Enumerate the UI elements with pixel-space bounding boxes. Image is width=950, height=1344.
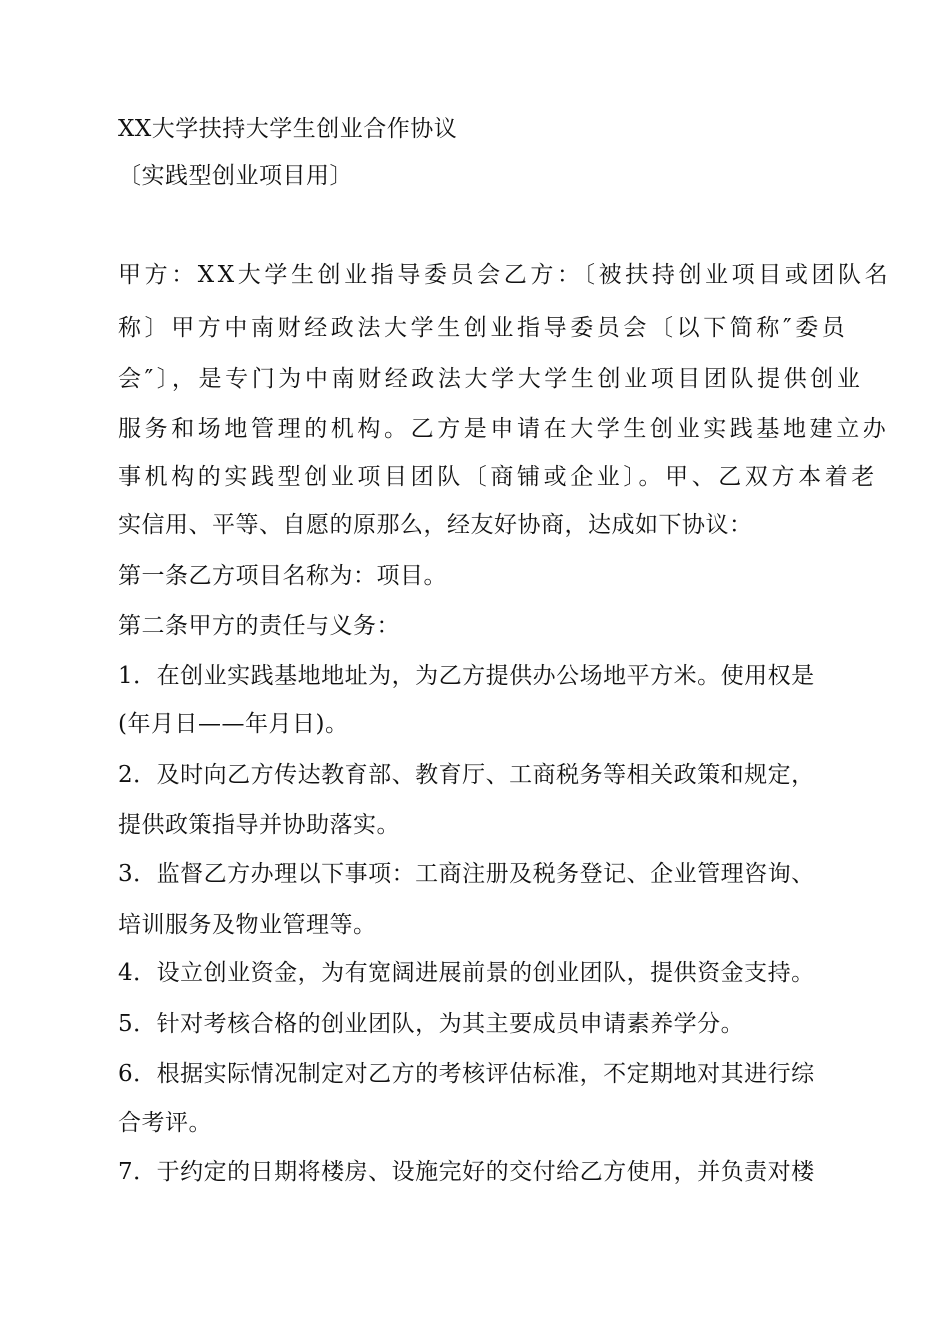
item-2-line-1: 2．及时向乙方传达教育部、教育厅、工商税务等相关政策和规定， (118, 762, 815, 788)
intro-line-3: 会″〕，是专门为中南财经政法大学大学生创业项目团队提供创业 (118, 366, 864, 392)
document-title: XX大学扶持大学生创业合作协议 (118, 116, 458, 142)
intro-line-2: 称〕甲方中南财经政法大学生创业指导委员会〔以下简称″委员 (118, 315, 849, 341)
document-subtitle: 〔实践型创业项目用〕 (118, 163, 353, 189)
item-5: 5．针对考核合格的创业团队，为其主要成员申请素养学分。 (118, 1011, 745, 1037)
item-6-line-1: 6．根据实际情况制定对乙方的考核评估标准，不定期地对其进行综 (118, 1061, 815, 1087)
item-1-line-2: (年月日——年月日)。 (118, 711, 349, 737)
item-1-line-1: 1．在创业实践基地地址为，为乙方提供办公场地平方米。使用权是 (118, 663, 815, 689)
item-2-line-2: 提供政策指导并协助落实。 (118, 812, 400, 838)
intro-line-1: 甲方：XX大学生创业指导委员会乙方：〔被扶持创业项目或团队名 (118, 262, 892, 288)
item-3-line-1: 3．监督乙方办理以下事项：工商注册及税务登记、企业管理咨询、 (118, 861, 815, 887)
intro-line-5: 事机构的实践型创业项目团队〔商铺或企业〕。甲、乙双方本着老 (118, 464, 878, 490)
item-3-line-2: 培训服务及物业管理等。 (118, 912, 377, 938)
intro-line-6: 实信用、平等、自愿的原那么，经友好协商，达成如下协议： (118, 512, 753, 538)
item-4: 4．设立创业资金，为有宽阔进展前景的创业团队，提供资金支持。 (118, 960, 815, 986)
intro-line-4: 服务和场地管理的机构。乙方是申请在大学生创业实践基地建立办 (118, 416, 890, 442)
item-6-line-2: 合考评。 (118, 1110, 212, 1136)
article-2-heading: 第二条甲方的责任与义务： (118, 613, 400, 639)
article-1: 第一条乙方项目名称为：项目。 (118, 563, 447, 589)
item-7-line-1: 7．于约定的日期将楼房、设施完好的交付给乙方使用，并负责对楼 (118, 1159, 815, 1185)
